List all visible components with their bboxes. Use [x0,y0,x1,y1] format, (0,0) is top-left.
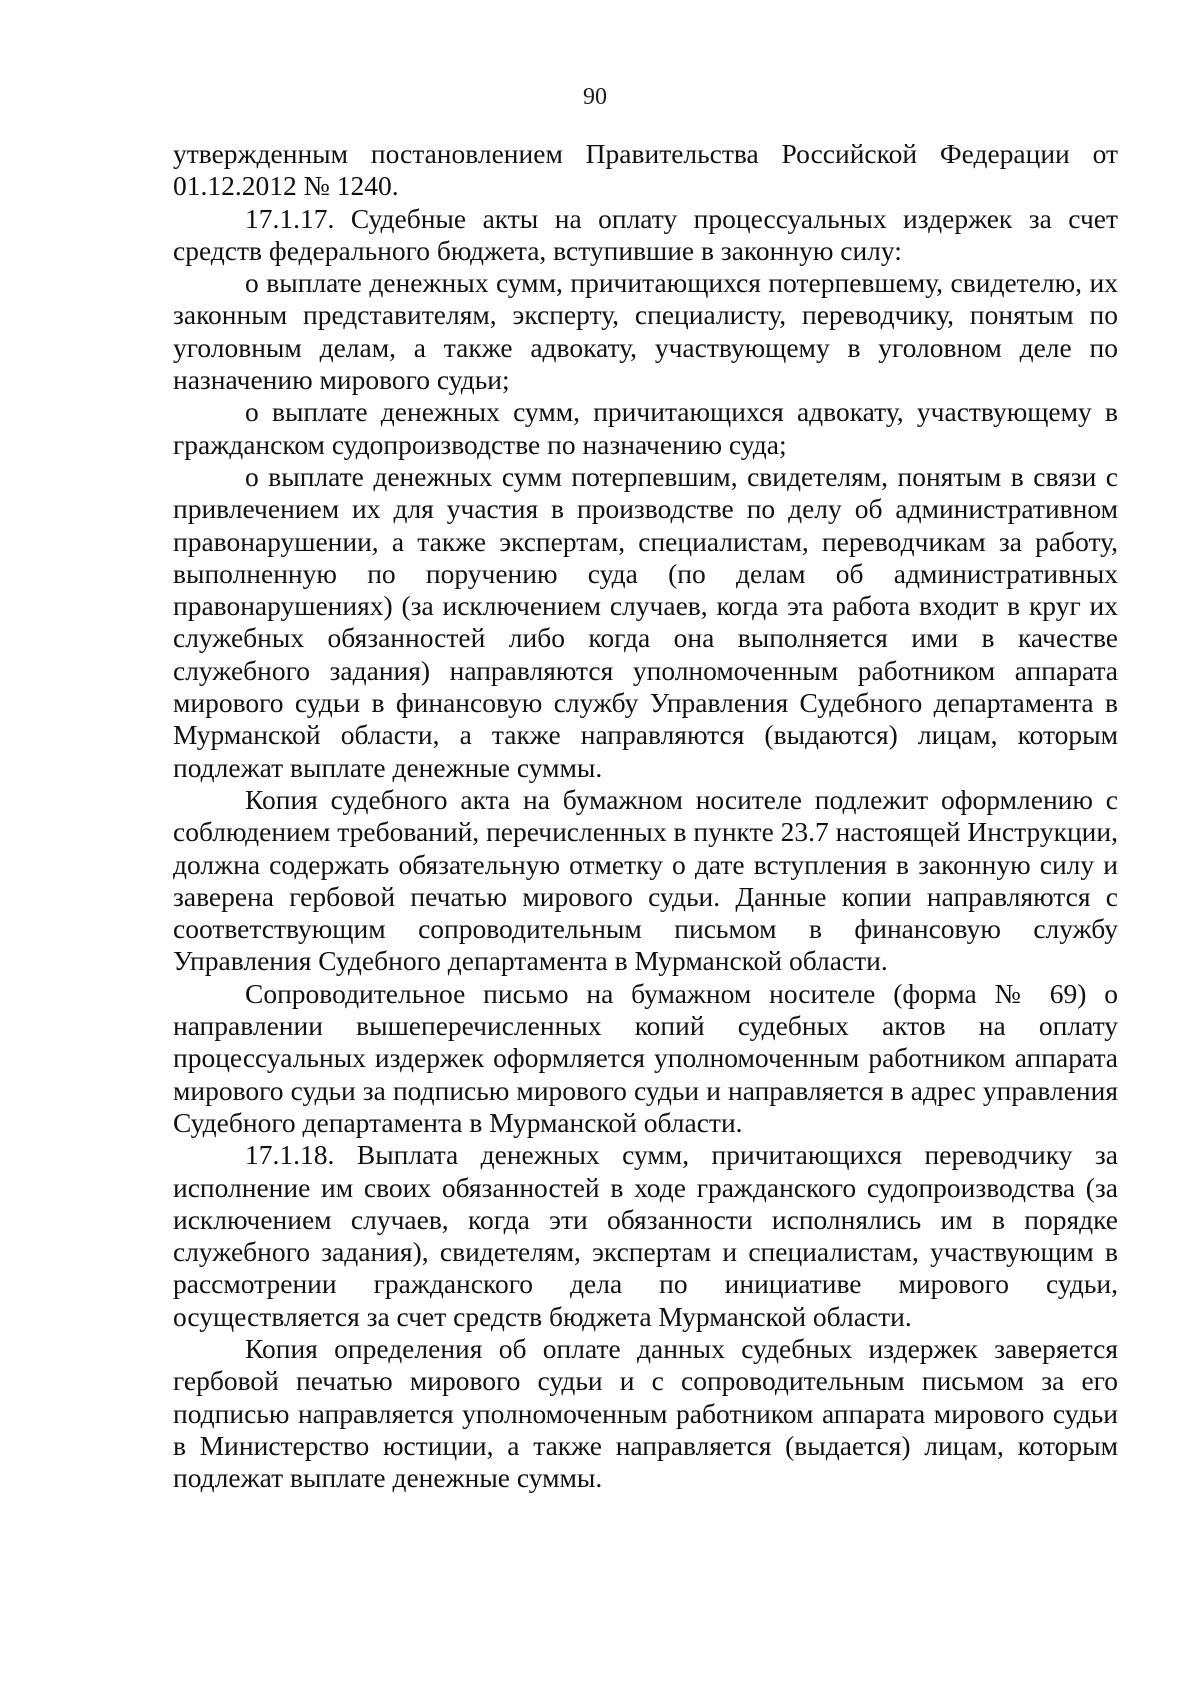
page-number: 90 [583,84,607,110]
paragraph-admin-payments: о выплате денежных сумм потерпевшим, свидетелям, понятым в связи с привлечением их для участия в производстве по делу об административном правонарушении, а также экспертам, специалистам, переводчикам за работу, выполненную по поручению суда (по делам об административных правонарушениях) (за исключением случаев, когда эта работа входит в круг их служебных обязанностей либо когда она выполняется ими в качестве служебного задания) направляются уполномоченным работником аппарата мирового судьи в финансовую службу Управления Судебного департамента в Мурманской области, а также направляются (выдаются) лицам, которым подлежат выплате денежные суммы. [173,460,1118,783]
paragraph-cover-letter: Сопроводительное письмо на бумажном носителе (форма № 69) о направлении вышеперечисленных копий судебных актов на оплату процессуальных издержек оформляется уполномоченным работником аппарата мирового судьи за подписью мирового судьи и направляется в адрес управления Судебного департамента в Мурманской области. [173,977,1118,1138]
paragraph-17-1-17: 17.1.17. Судебные акты на оплату процессуальных издержек за счет средств федерального бюджета, вступившие в законную силу: [173,202,1118,266]
paragraph-17-1-18: 17.1.18. Выплата денежных сумм, причитающихся переводчику за исполнение им своих обязанностей в ходе гражданского судопроизводства (за исключением случаев, когда эти обязанности исполнялись им в порядке служебного задания), свидетелям, экспертам и специалистам, участвующим в рассмотрении гражданского дела по инициативе мирового судьи, осуществляется за счет средств бюджета Мурманской области. [173,1139,1118,1332]
document-body [173,138,1118,1494]
paragraph-copy-requirements: Копия судебного акта на бумажном носителе подлежит оформлению с соблюдением требований, перечисленных в пункте 23.7 настоящей Инструкции, должна содержать обязательную отметку о дате вступления в законную силу и заверена гербовой печатью мирового судьи. Данные копии направляются с соответствующим сопроводительным письмом в финансовую службу Управления Судебного департамента в Мурманской области. [173,783,1118,977]
paragraph-ruling-copy: Копия определения об оплате данных судебных издержек заверяется гербовой печатью мирового судьи и с сопроводительным письмом за его подписью направляется уполномоченным работником аппарата мирового судьи в Министерство юстиции, а также направляется (выдается) лицам, которым подлежат выплате денежные суммы. [173,1332,1118,1494]
paragraph-victim-payments: о выплате денежных сумм, причитающихся потерпевшему, свидетелю, их законным представителям, эксперту, специалисту, переводчику, понятым по уголовным делам, а также адвокату, участвующему в уголовном деле по назначению мирового судьи; [173,267,1118,396]
paragraph-lawyer-payments: о выплате денежных сумм, причитающихся адвокату, участвующему в гражданском судопроизводстве по назначению суда; [173,396,1118,460]
paragraph-continuation: утвержденным постановлением Правительства Российской Федерации от 01.12.2012 № 1240. [173,138,1118,202]
